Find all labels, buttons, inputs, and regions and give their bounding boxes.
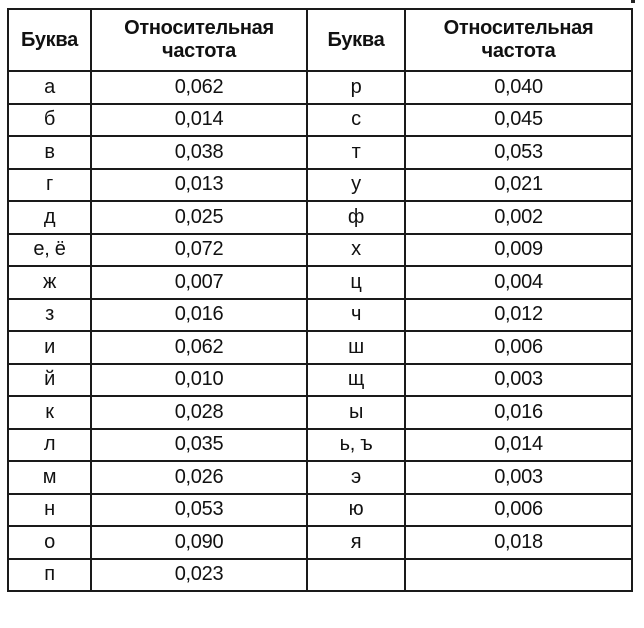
table-row	[8, 526, 632, 559]
frequency-cell: 0,016	[91, 299, 307, 332]
table-row	[8, 104, 632, 137]
letter-cell: э	[307, 461, 405, 494]
header-frequency-line2: частота	[162, 40, 236, 62]
table-row	[8, 461, 632, 494]
frequency-cell: 0,006	[405, 331, 632, 364]
frequency-cell	[405, 559, 632, 592]
letter-cell: к	[8, 396, 91, 429]
table-row	[8, 71, 632, 104]
frequency-cell: 0,053	[405, 136, 632, 169]
letter-cell: в	[8, 136, 91, 169]
frequency-cell: 0,038	[91, 136, 307, 169]
letter-cell: ц	[307, 266, 405, 299]
frequency-cell: 0,025	[91, 201, 307, 234]
letter-cell: б	[8, 104, 91, 137]
table-row	[8, 234, 632, 267]
letter-cell: х	[307, 234, 405, 267]
table-row	[8, 494, 632, 527]
header-letter-left: Буква	[8, 9, 91, 71]
table-row	[8, 396, 632, 429]
letter-cell: н	[8, 494, 91, 527]
frequency-cell: 0,023	[91, 559, 307, 592]
frequency-cell: 0,006	[405, 494, 632, 527]
header-frequency-left	[91, 9, 307, 71]
frequency-cell: 0,012	[405, 299, 632, 332]
table-row	[8, 429, 632, 462]
table-row	[8, 169, 632, 202]
letter-cell: ф	[307, 201, 405, 234]
letter-cell: й	[8, 364, 91, 397]
letter-cell: у	[307, 169, 405, 202]
frequency-cell: 0,010	[91, 364, 307, 397]
frequency-cell: 0,090	[91, 526, 307, 559]
letter-cell: ж	[8, 266, 91, 299]
table-row	[8, 559, 632, 592]
frequency-cell: 0,003	[405, 364, 632, 397]
frequency-cell: 0,004	[405, 266, 632, 299]
letter-cell: ы	[307, 396, 405, 429]
letter-cell: щ	[307, 364, 405, 397]
letter-cell: м	[8, 461, 91, 494]
letter-cell: и	[8, 331, 91, 364]
header-frequency-right	[405, 9, 632, 71]
letter-cell: з	[8, 299, 91, 332]
frequency-cell: 0,040	[405, 71, 632, 104]
letter-cell: ь, ъ	[307, 429, 405, 462]
frequency-cell: 0,035	[91, 429, 307, 462]
letter-cell: я	[307, 526, 405, 559]
table-row	[8, 331, 632, 364]
frequency-cell: 0,045	[405, 104, 632, 137]
table-row	[8, 136, 632, 169]
table-row	[8, 299, 632, 332]
frequency-cell: 0,016	[405, 396, 632, 429]
frequency-cell: 0,002	[405, 201, 632, 234]
header-frequency-line2: частота	[481, 40, 556, 62]
table-body	[8, 71, 632, 591]
frequency-cell: 0,013	[91, 169, 307, 202]
letter-cell: а	[8, 71, 91, 104]
frequency-cell: 0,062	[91, 331, 307, 364]
frequency-cell: 0,003	[405, 461, 632, 494]
frequency-cell: 0,072	[91, 234, 307, 267]
frequency-cell: 0,009	[405, 234, 632, 267]
letter-cell: с	[307, 104, 405, 137]
frequency-cell: 0,028	[91, 396, 307, 429]
letter-cell	[307, 559, 405, 592]
frequency-cell: 0,026	[91, 461, 307, 494]
frequency-cell: 0,062	[91, 71, 307, 104]
letter-cell: ш	[307, 331, 405, 364]
letter-cell: ч	[307, 299, 405, 332]
letter-cell: е, ё	[8, 234, 91, 267]
header-row	[8, 9, 632, 71]
frequency-cell: 0,053	[91, 494, 307, 527]
header-letter-right: Буква	[307, 9, 405, 71]
letter-cell: р	[307, 71, 405, 104]
frequency-cell: 0,014	[405, 429, 632, 462]
table-row	[8, 364, 632, 397]
letter-cell: д	[8, 201, 91, 234]
letter-cell: ю	[307, 494, 405, 527]
letter-cell: п	[8, 559, 91, 592]
letter-cell: о	[8, 526, 91, 559]
corner-mark	[631, 0, 635, 3]
frequency-cell: 0,021	[405, 169, 632, 202]
header-frequency-line1: Относительная	[443, 17, 594, 39]
letter-frequency-table	[7, 8, 633, 592]
frequency-cell: 0,018	[405, 526, 632, 559]
letter-cell: л	[8, 429, 91, 462]
header-frequency-line1: Относительная	[124, 17, 274, 39]
frequency-cell: 0,014	[91, 104, 307, 137]
frequency-cell: 0,007	[91, 266, 307, 299]
letter-cell: т	[307, 136, 405, 169]
table-row	[8, 201, 632, 234]
letter-cell: г	[8, 169, 91, 202]
table-row	[8, 266, 632, 299]
